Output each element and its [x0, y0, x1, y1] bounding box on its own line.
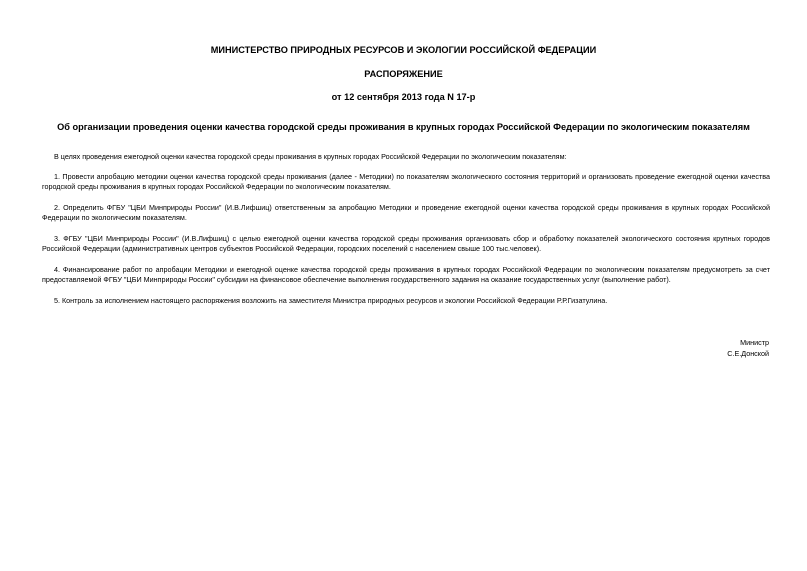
- signature-position: Министр: [740, 338, 769, 347]
- paragraph-1: 1. Провести апробацию методики оценки качества городской среды проживания (далее - Методики) по показателям экологического состояния территорий и организовать проведение ежегодной оценки качества городской среды проживания в крупных городах Российской Федерации по экологическим показателям.: [42, 172, 770, 191]
- document-title: Об организации проведения оценки качества городской среды проживания в крупных городах Российской Федерации по экологическим показателям: [57, 122, 750, 132]
- paragraph-5: 5. Контроль за исполнением настоящего распоряжения возложить на заместителя Министра природных ресурсов и экологии Российской Федерации Р.Р.Гизатулина.: [54, 296, 608, 305]
- signature-name: С.Е.Донской: [727, 349, 769, 358]
- document-date: от 12 сентября 2013 года N 17-р: [331, 92, 476, 102]
- paragraph-2: 2. Определить ФГБУ "ЦБИ Минприроды России" (И.В.Лифшиц) ответственным за апробацию Методики и проведение ежегодной оценки качества городской среды проживания в крупных городах Российской Федерации по экологическим показателям.: [42, 203, 770, 222]
- document-type: РАСПОРЯЖЕНИЕ: [364, 69, 443, 79]
- paragraph-4: 4. Финансирование работ по апробации Методики и ежегодной оценке качества городской среды проживания в крупных городах Российской Федерации по экологическим показателям предусмотреть за счет предоставляемой ФГБУ "ЦБИ Минприроды России" субсидии на финансовое обеспечение выполнения государственного задания на оказание государственных услуг (выполнение работ).: [42, 265, 770, 284]
- ministry-header: МИНИСТЕРСТВО ПРИРОДНЫХ РЕСУРСОВ И ЭКОЛОГИИ РОССИЙСКОЙ ФЕДЕРАЦИИ: [210, 45, 597, 55]
- paragraph-3: 3. ФГБУ "ЦБИ Минприроды России" (И.В.Лифшиц) с целью ежегодной оценки качества городской среды проживания организовать сбор и обработку показателей экологического состояния крупных городов Российской Федерации (административных центров субъектов Российской Федерации, городских поселений с населением свыше 100 тыс.человек).: [42, 234, 770, 253]
- paragraph-intro: В целях проведения ежегодной оценки качества городской среды проживания в крупных городах Российской Федерации по экологическим показателям:: [54, 152, 567, 161]
